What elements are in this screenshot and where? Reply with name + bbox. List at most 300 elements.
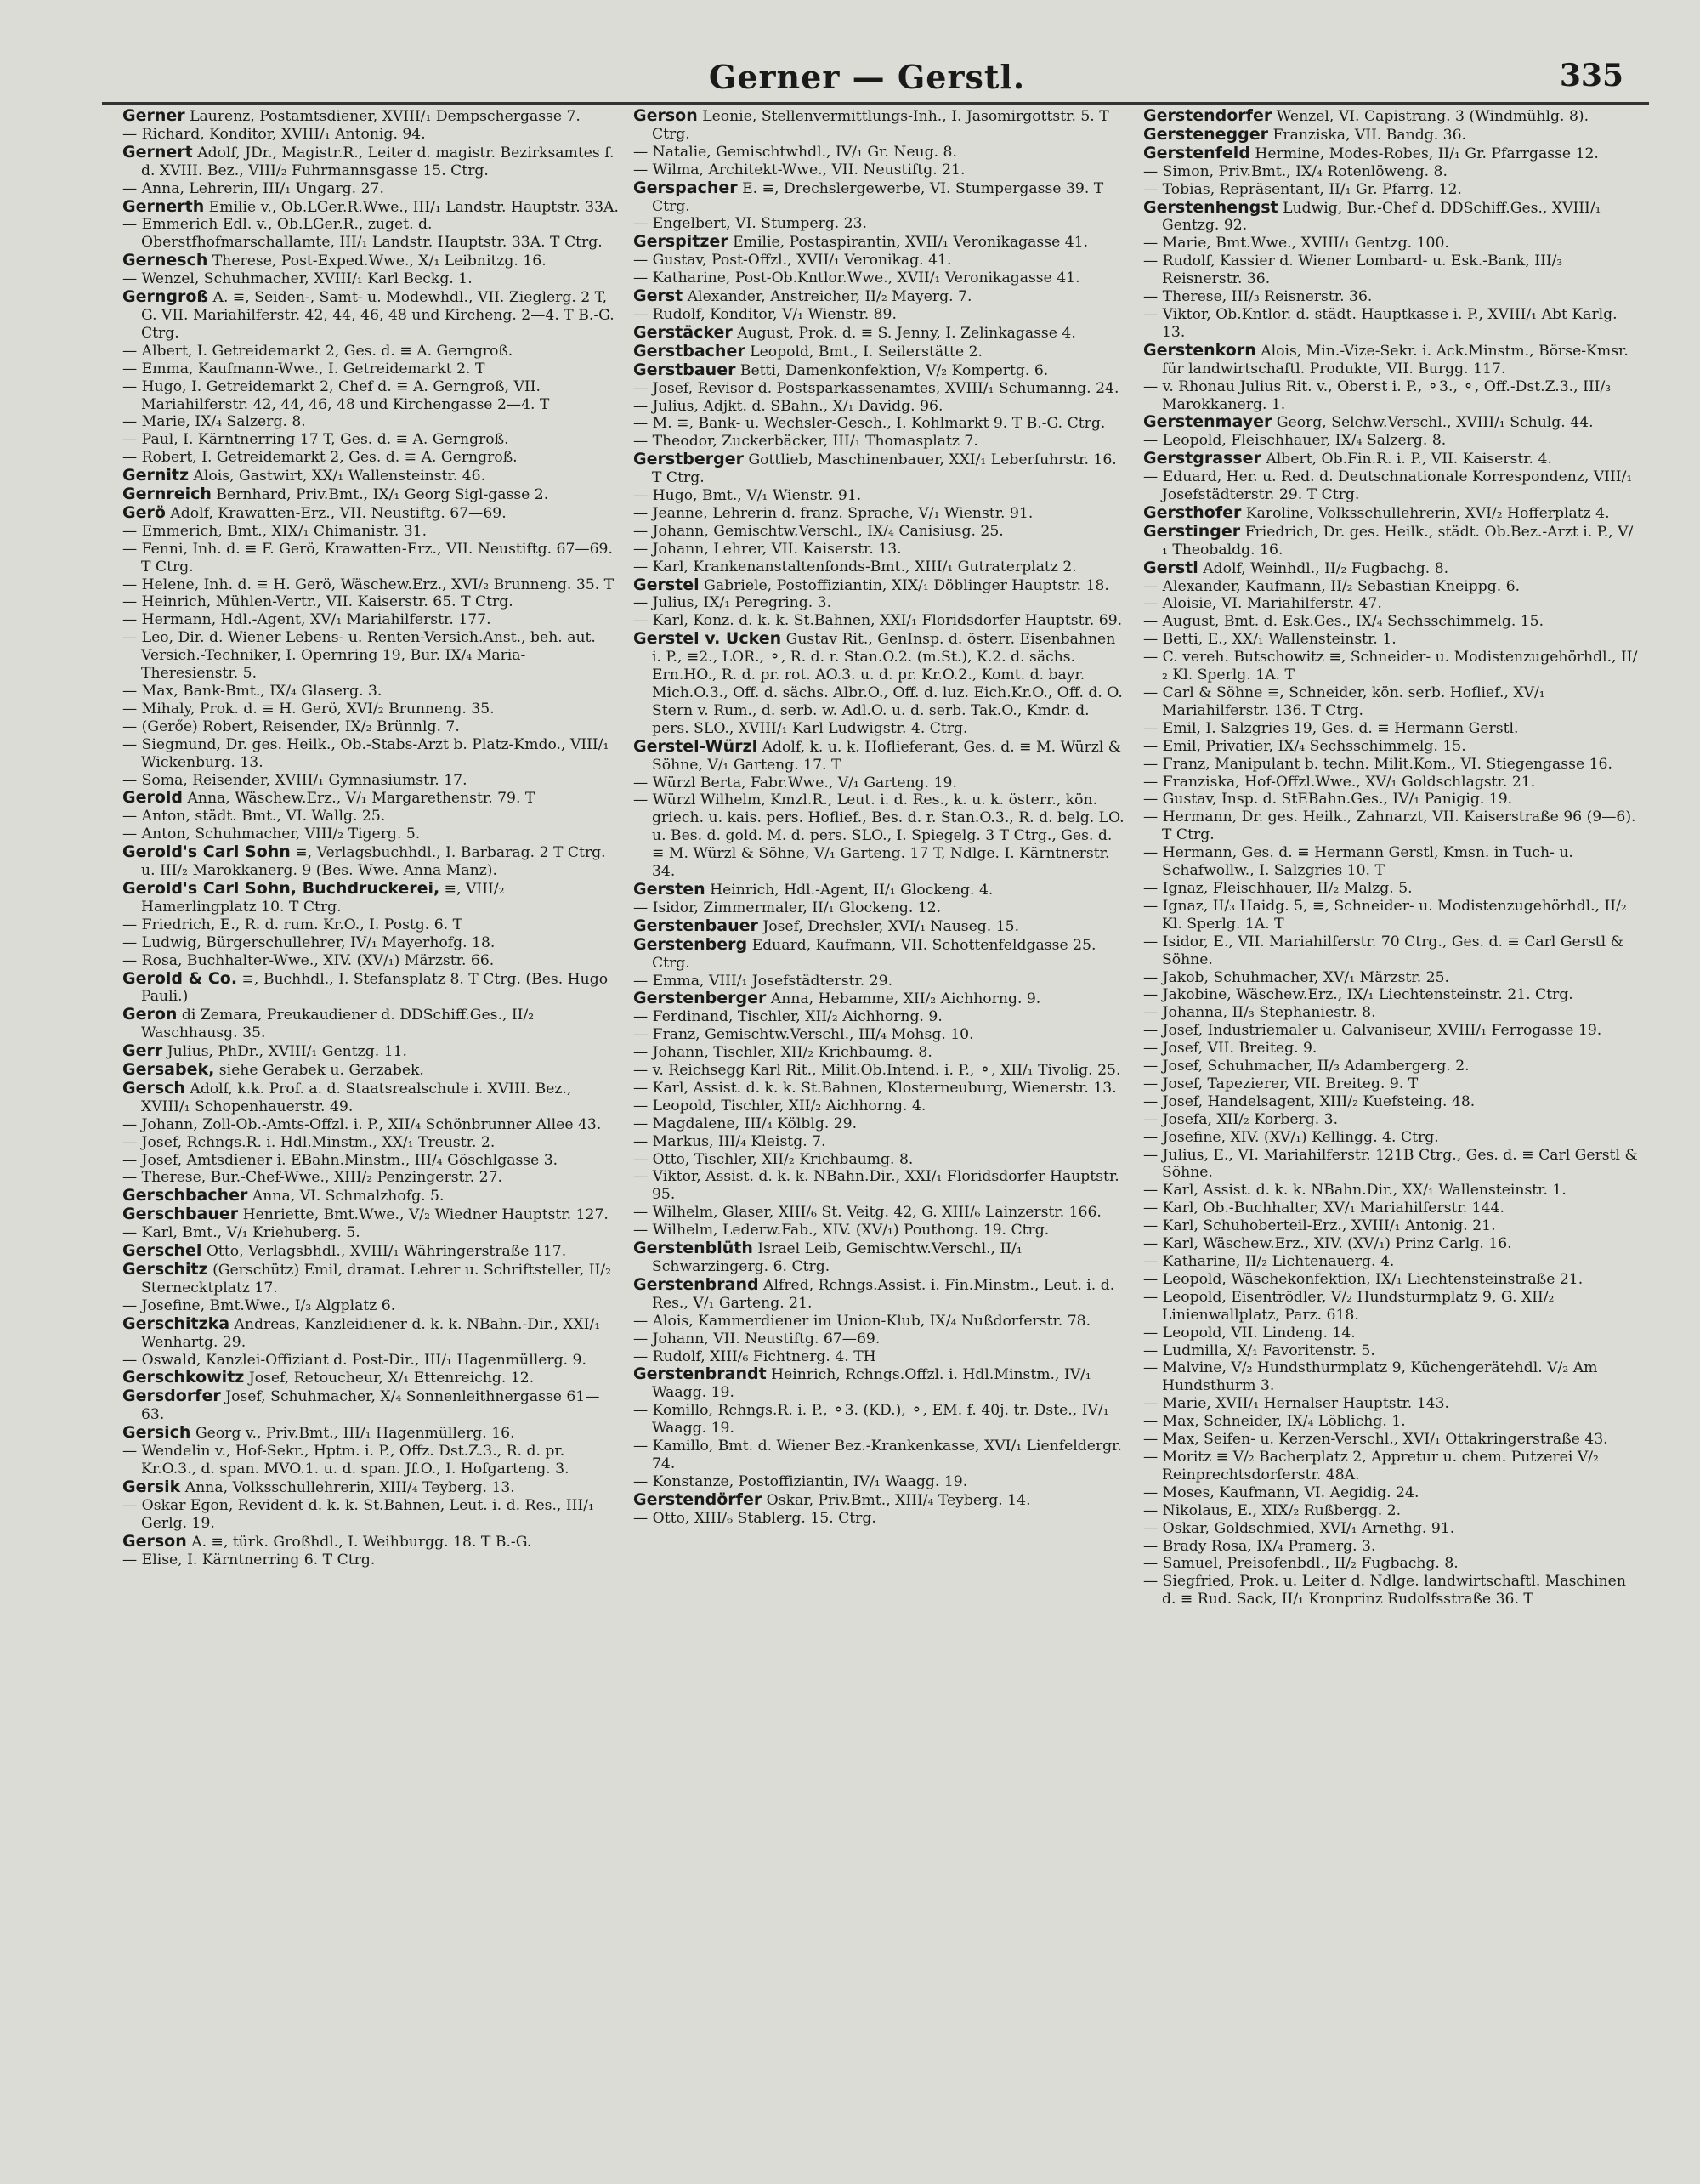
directory-entry <box>633 433 1129 451</box>
entry-details: — Heinrich, Mühlen-Vertr., VII. Kaiserstr. 65. T Ctrg. <box>122 593 513 611</box>
entry-details: — Ludwig, Bürgerschullehrer, IV/₁ Mayerhofg. 18. <box>122 933 496 951</box>
directory-entry <box>1143 145 1639 163</box>
entry-details: — Robert, I. Getreidemarkt 2, Ges. d. ≡ A. Gerngroß. <box>122 449 518 467</box>
directory-entry <box>1143 413 1639 432</box>
entry-details: Julius, PhDr., XVIII/₁ Gentzg. 11. <box>167 1043 407 1061</box>
directory-entry <box>1143 684 1639 720</box>
entry-surname: Gerr <box>122 1041 163 1061</box>
entry-surname: Gerschbauer <box>122 1205 239 1224</box>
entry-details: — Anton, Schuhmacher, VIII/₂ Tigerg. 5. <box>122 825 421 843</box>
entry-details: — Julius, Adjkt. d. SBahn., X/₁ Davidg. 96. <box>633 397 944 415</box>
entry-surname: Gerö <box>122 502 166 522</box>
entry-details: — Theodor, Zuckerbäcker, III/₁ Thomasplatz 7. <box>633 433 978 451</box>
entry-details: Heinrich, Hdl.-Agent, II/₁ Glockeng. 4. <box>710 881 994 899</box>
entry-details: — Karl, Wäschew.Erz., XIV. (XV/₁) Prinz Carlg. 16. <box>1143 1235 1512 1253</box>
directory-entry <box>1143 306 1639 342</box>
entry-details: — Johann, Lehrer, VII. Kaiserstr. 13. <box>633 540 902 558</box>
entry-details: — Karl, Ob.-Buchhalter, XV/₁ Mariahilferstr. 144. <box>1143 1200 1504 1217</box>
entry-details: — Leopold, Tischler, XII/₂ Aichhorng. 4. <box>633 1097 926 1115</box>
entry-details: Josef, Schuhmacher, X/₄ Sonnenleithnergasse 61—63. <box>141 1388 600 1424</box>
entry-details: — Leopold, Eisentrödler, V/₂ Hundsturmplatz 9, G. XII/₂ Linienwallplatz, Parz. 618. <box>1143 1288 1555 1324</box>
entry-surname: Gerstenbauer <box>633 916 758 935</box>
directory-entry <box>1143 252 1639 288</box>
directory-entry <box>122 431 619 449</box>
entry-surname: Gerstenblüth <box>633 1239 753 1258</box>
entry-details: — Johanna, II/₃ Stephaniestr. 8. <box>1143 1004 1376 1022</box>
entry-details: Leonie, Stellenvermittlungs-Inh., I. Jasomirgottstr. 5. T Ctrg. <box>652 108 1109 143</box>
entry-surname: Gerner <box>122 107 185 125</box>
entry-details: (Gerschütz) Emil, dramat. Lehrer u. Schriftsteller, II/₂ Sternecktplatz 17. <box>141 1262 611 1296</box>
entry-details: — Josef, Amtsdiener i. EBahn.Minstm., III/₄ Göschlgasse 3. <box>122 1151 558 1169</box>
directory-entry <box>1143 1573 1639 1608</box>
directory-entry <box>1143 235 1639 252</box>
entry-details: — Isidor, Zimmermaler, II/₁ Glockeng. 12. <box>633 899 942 916</box>
directory-entry <box>122 198 619 217</box>
directory-entry <box>122 789 619 808</box>
entry-details: — Josef, Schuhmacher, II/₃ Adambergerg. 2. <box>1143 1058 1470 1075</box>
entry-details: Franziska, VII. Bandg. 36. <box>1272 126 1467 144</box>
directory-entry <box>633 1239 1129 1276</box>
entry-details: — Emma, Kaufmann-Wwe., I. Getreidemarkt 2. T <box>122 360 485 377</box>
directory-entry <box>633 252 1129 269</box>
directory-entry <box>122 1134 619 1152</box>
directory-entry <box>633 287 1129 306</box>
entry-details: — Fenni, Inh. d. ≡ F. Gerö, Krawatten-Erz., VII. Neustiftg. 67—69. T Ctrg. <box>122 540 613 576</box>
entry-details: — Emil, I. Salzgries 19, Ges. d. ≡ Hermann Gerstl. <box>1143 719 1519 737</box>
entry-details: — Nikolaus, E., XIX/₂ Rußbergg. 2. <box>1143 1501 1402 1519</box>
directory-entry <box>122 270 619 288</box>
directory-entry <box>122 916 619 934</box>
directory-entry <box>122 629 619 683</box>
directory-entry <box>1143 1093 1639 1111</box>
entry-surname: Gerschitzka <box>122 1313 230 1333</box>
directory-entry <box>122 576 619 594</box>
entry-details: — Gustav, Post-Offzl., XVII/₁ Veronikag. 41. <box>633 252 952 269</box>
entry-details: — Albert, I. Getreidemarkt 2, Ges. d. ≡ A. Gerngroß. <box>122 342 513 360</box>
entry-details: — Josef, VII. Breiteg. 9. <box>1143 1040 1318 1058</box>
directory-entry <box>633 1510 1129 1528</box>
directory-entry <box>633 917 1129 936</box>
entry-details: — Johann, VII. Neustiftg. 67—69. <box>633 1330 881 1347</box>
entry-details: Josef, Drechsler, XVI/₁ Nauseg. 15. <box>762 917 1020 935</box>
directory-entry <box>1143 1325 1639 1342</box>
directory-entry <box>633 738 1129 774</box>
entry-details: — Oswald, Kanzlei-Offiziant d. Post-Dir., III/₁ Hagenmüllerg. 9. <box>122 1351 586 1369</box>
page-number: 335 <box>1559 58 1624 94</box>
directory-entry <box>633 1365 1129 1402</box>
entry-details: Anna, Volksschullehrerin, XIII/₄ Teyberg. 13. <box>184 1478 515 1496</box>
directory-entry <box>122 593 619 611</box>
entry-surname: Gersthofer <box>1143 502 1242 522</box>
entry-details: — Viktor, Assist. d. k. k. NBahn.Dir., XXI/₁ Floridsdorfer Hauptstr. 95. <box>633 1168 1119 1204</box>
entry-surname: Gerstbauer <box>633 360 736 379</box>
entry-details: A. ≡, türk. Großhdl., I. Weihburgg. 18. T B.-G. <box>191 1533 532 1551</box>
entry-details: — Max, Seifen- u. Kerzen-Verschl., XVI/₁ Ottakringerstraße 43. <box>1143 1431 1608 1449</box>
entry-surname: Gerstenhengst <box>1143 197 1278 217</box>
directory-entry <box>633 144 1129 162</box>
entry-surname: Gersch <box>122 1078 185 1098</box>
entry-details: — Magdalene, III/₄ Kölblg. 29. <box>633 1115 858 1132</box>
directory-entry <box>1143 1431 1639 1449</box>
page-header <box>94 58 1640 99</box>
entry-surname: Gerschkowitz <box>122 1368 245 1387</box>
page-title: Gerner — Gerstl. <box>708 58 1026 96</box>
entry-details: — Rosa, Buchhalter-Wwe., XIV. (XV/₁) Märzstr. 66. <box>122 951 495 969</box>
entry-details: di Zemara, Preukaudiener d. DDSchiff.Ges., II/₂ Waschhausg. 35. <box>141 1007 535 1042</box>
entry-details: — Josef, Revisor d. Postsparkassenamtes, XVIII/₁ Schumanng. 24. <box>633 379 1119 397</box>
entry-surname: Gersdorfer <box>122 1387 221 1406</box>
entry-details: A. ≡, Seiden-, Samt- u. Modewhdl., VII. Zieglerg. 2 T, G. VII. Mariahilferstr. 42, 44, 46, 48 und Kircheng. 2—4. T B.-G. Ctrg. <box>141 289 615 342</box>
entry-details: — Rudolf, Kassier d. Wiener Lombard- u. Esk.-Bank, III/₃ Reisnerstr. 36. <box>1143 252 1563 288</box>
entry-surname: Gersik <box>122 1477 181 1496</box>
directory-entry <box>1143 432 1639 450</box>
directory-entry <box>1143 1520 1639 1538</box>
directory-entry <box>633 233 1129 252</box>
entry-surname: Gerstl <box>1143 558 1198 577</box>
entry-details: — Ferdinand, Tischler, XII/₂ Aichhorng. 9. <box>633 1008 943 1026</box>
directory-entry <box>1143 1200 1639 1217</box>
entry-surname: Gersich <box>122 1423 191 1443</box>
entry-details: — Josef, Handelsagent, XIII/₂ Kuefsteing. 48. <box>1143 1092 1476 1110</box>
directory-entry <box>122 825 619 843</box>
entry-surname: Gernitz <box>122 466 190 485</box>
entry-details: — Natalie, Gemischtwhdl., IV/₁ Gr. Neug. 8. <box>633 143 957 161</box>
directory-entry <box>1143 933 1639 969</box>
directory-entry <box>1143 969 1639 987</box>
entry-details: — Moses, Kaufmann, VI. Aegidig. 24. <box>1143 1483 1420 1501</box>
directory-entry <box>1143 559 1639 578</box>
directory-entry <box>122 736 619 772</box>
entry-details: — Elise, I. Kärntnerring 6. T Ctrg. <box>122 1551 376 1569</box>
entry-details: — Therese, III/₃ Reisnerstr. 36. <box>1143 288 1373 306</box>
directory-entry <box>1143 1449 1639 1484</box>
directory-entry <box>122 180 619 198</box>
entry-details: — Max, Bank-Bmt., IX/₄ Glaserg. 3. <box>122 683 382 700</box>
directory-entry <box>122 1169 619 1187</box>
entry-details: — Franziska, Hof-Offzl.Wwe., XV/₁ Goldschlagstr. 21. <box>1143 773 1536 791</box>
directory-entry <box>122 1443 619 1478</box>
entry-surname: Gerspitzer <box>633 232 728 252</box>
directory-entry <box>1143 738 1639 756</box>
entry-details: — Rudolf, XIII/₆ Fichtnerg. 4. TH <box>633 1347 876 1365</box>
directory-entry <box>122 1061 619 1080</box>
entry-surname: Gerstbacher <box>633 341 745 360</box>
column-2 <box>626 107 1136 2164</box>
column-1 <box>116 107 626 2164</box>
entry-details: — Jakobine, Wäschew.Erz., IX/₁ Liechtensteinstr. 21. Ctrg. <box>1143 986 1573 1004</box>
entry-details: — Julius, IX/₁ Peregring. 3. <box>633 594 832 612</box>
directory-entry <box>122 1497 619 1533</box>
directory-entry <box>633 487 1129 505</box>
entry-details: Leopold, Bmt., I. Seilerstätte 2. <box>750 343 983 360</box>
entry-details: E. ≡, Drechslergewerbe, VI. Stumpergasse 39. T Ctrg. <box>652 179 1104 215</box>
directory-entry <box>633 1276 1129 1313</box>
entry-details: — Wilhelm, Lederw.Fab., XIV. (XV/₁) Pouthong. 19. Ctrg. <box>633 1222 1050 1239</box>
directory-entry <box>1143 791 1639 808</box>
directory-entry <box>633 215 1129 233</box>
directory-entry <box>122 1551 619 1569</box>
entry-details: — Ludmilla, X/₁ Favoritenstr. 5. <box>1143 1342 1375 1359</box>
entry-details: — Jeanne, Lehrerin d. franz. Sprache, V/₁ Wienstr. 91. <box>633 504 1034 522</box>
directory-entry <box>633 612 1129 630</box>
directory-entry <box>633 1026 1129 1044</box>
directory-entry <box>633 630 1129 737</box>
directory-entry <box>122 934 619 952</box>
directory-entry <box>1143 1359 1639 1395</box>
entry-details: — Josefine, Bmt.Wwe., I/₃ Algplatz 6. <box>122 1296 396 1314</box>
directory-entry <box>1143 1555 1639 1573</box>
entry-details: — Karl, Assist. d. k. k. NBahn.Dir., XX/₁ Wallensteinstr. 1. <box>1143 1182 1567 1200</box>
entry-details: — Soma, Reisender, XVIII/₁ Gymnasiumstr. 17. <box>122 771 468 789</box>
directory-entry <box>1143 774 1639 791</box>
entry-details: Georg v., Priv.Bmt., III/₁ Hagenmüllerg. 16. <box>195 1425 515 1443</box>
entry-details: — Alexander, Kaufmann, II/₂ Sebastian Kneippg. 6. <box>1143 577 1521 595</box>
entry-details: — M. ≡, Bank- u. Wechsler-Gesch., I. Kohlmarkt 9. T B.-G. Ctrg. <box>633 415 1106 433</box>
directory-entry <box>633 1115 1129 1133</box>
entry-surname: Gerold & Co. <box>122 968 238 988</box>
directory-entry <box>633 1473 1129 1491</box>
directory-entry <box>633 162 1129 179</box>
entry-details: — Emmerich Edl. v., Ob.LGer.R., zuget. d. Oberstfhofmarschallamte, III/₁ Landstr. Hauptstr. 33A. T Ctrg. <box>122 216 603 252</box>
entry-details: Heinrich, Rchngs.Offzl. i. Hdl.Minstm., IV/₁ Waagg. 19. <box>652 1366 1091 1402</box>
directory-entry <box>1143 1147 1639 1183</box>
directory-entry <box>122 1478 619 1497</box>
directory-entry <box>1143 986 1639 1004</box>
directory-entry <box>1143 1111 1639 1129</box>
entry-details: — Leopold, VII. Lindeng. 14. <box>1143 1324 1356 1342</box>
directory-entry <box>122 1042 619 1061</box>
entry-details: — Karl, Schuhoberteil-Erz., XVIII/₁ Antonig. 21. <box>1143 1217 1496 1235</box>
entry-details: — Hermann, Hdl.-Agent, XV/₁ Mariahilferstr. 177. <box>122 611 491 629</box>
entry-details: — Siegfried, Prok. u. Leiter d. Ndlge. landwirtschaftl. Maschinen d. ≡ Rud. Sack, II/₁ Kronprinz Rudolfsstraße 36. T <box>1143 1573 1626 1608</box>
entry-details: Anna, VI. Schmalzhofg. 5. <box>252 1188 445 1205</box>
directory-entry <box>1143 1022 1639 1040</box>
entry-details: Hermine, Modes-Robes, II/₁ Gr. Pfarrgasse 12. <box>1255 145 1599 162</box>
directory-entry <box>122 288 619 343</box>
directory-entry <box>633 1330 1129 1348</box>
directory-entry <box>122 1261 619 1297</box>
directory-entry <box>633 1204 1129 1222</box>
entry-details: — Hermann, Dr. ges. Heilk., Zahnarzt, VII. Kaiserstraße 96 (9—6). T Ctrg. <box>1143 808 1636 844</box>
entry-details: — Julius, E., VI. Mariahilferstr. 121B Ctrg., Ges. d. ≡ Carl Gerstl & Söhne. <box>1143 1146 1638 1182</box>
entry-surname: Gerson <box>633 107 698 125</box>
directory-entry <box>1143 523 1639 559</box>
entry-surname: Gerstel <box>633 575 700 594</box>
entry-details: ≡, Verlagsbuchhdl., I. Barbarag. 2 T Ctrg. u. III/₂ Marokkanerg. 9 (Bes. Wwe. Anna Manz). <box>141 844 606 880</box>
directory-entry <box>1143 450 1639 468</box>
entry-surname: Gerstenbrand <box>633 1274 759 1294</box>
entry-details: August, Prok. d. ≡ S. Jenny, I. Zelinkagasse 4. <box>737 324 1076 342</box>
directory-entry <box>122 1242 619 1261</box>
entry-details: — Karl, Konz. d. k. k. St.Bahnen, XXI/₁ Floridsdorfer Hauptstr. 69. <box>633 612 1123 630</box>
entry-details: — Carl & Söhne ≡, Schneider, kön. serb. Hoflief., XV/₁ Mariahilferstr. 136. T Ctrg. <box>1143 684 1545 719</box>
column-3 <box>1136 107 1646 2164</box>
directory-entry <box>122 216 619 252</box>
directory-entry <box>633 343 1129 361</box>
directory-entry <box>122 378 619 414</box>
entry-details: — v. Reichsegg Karl Rit., Milit.Ob.Intend. i. P., ⚬, XII/₁ Tivolig. 25. <box>633 1062 1121 1080</box>
directory-entry <box>1143 181 1639 199</box>
entry-details: — Ignaz, II/₃ Haidg. 5, ≡, Schneider- u. Modistenzugehörhdl., II/₂ Kl. Sperlg. 1A. T <box>1143 897 1627 933</box>
header-rule <box>102 102 1649 105</box>
directory-entry <box>1143 1538 1639 1556</box>
entry-surname: Gerstberger <box>633 450 744 469</box>
entry-details: Israel Leib, Gemischtw.Verschl., II/₁ Schwarzingerg. 6. Ctrg. <box>652 1240 1023 1275</box>
entry-details: — Wilma, Architekt-Wwe., VII. Neustiftg. 21. <box>633 161 966 179</box>
directory-entry <box>633 1098 1129 1115</box>
directory-entry <box>1143 1253 1639 1271</box>
directory-entry <box>1143 613 1639 631</box>
entry-surname: Gerschitz <box>122 1260 208 1279</box>
entry-details: — C. vereh. Butschowitz ≡, Schneider- u. Modistenzugehörhdl., II/₂ Kl. Sperlg. 1A. T <box>1143 649 1638 684</box>
directory-entry <box>122 252 619 270</box>
directory-entry <box>1143 898 1639 933</box>
directory-entry <box>1143 199 1639 235</box>
entry-details: — Viktor, Ob.Kntlor. d. städt. Hauptkasse i. P., XVIII/₁ Abt Karlg. 13. <box>1143 305 1618 341</box>
entry-details: — Johann, Gemischtw.Verschl., IX/₄ Canisiusg. 25. <box>633 522 1004 540</box>
directory-entry <box>1143 880 1639 898</box>
entry-details: — Komillo, Rchngs.R. i. P., ⚬3. (KD.), ⚬, EM. f. 40j. tr. Dste., IV/₁ Waagg. 19. <box>633 1402 1109 1438</box>
entry-details: Emilie v., Ob.LGer.R.Wwe., III/₁ Landstr. Hauptstr. 33A. <box>208 198 619 216</box>
directory-entry <box>1143 1502 1639 1520</box>
directory-entry <box>1143 1342 1639 1360</box>
entry-details: Gustav Rit., GenInsp. d. österr. Eisenbahnen i. P., ≡2., LOR., ⚬, R. d. r. Stan.O.2. (m.St.), K.2. d. sächs. Ern.HO., R. d. pr. rot. AO.3. u. d. pr. Kr.O.2., Komt. d. bayr. Mich.O.3., Off. d. sächs. Albr.O., Off. d. luz. Eich.Kr.O., Off. d. O. Stern v. Rum., d. serb. w. Adl.O. u. d. serb. Tak.O., Kmdr. d. pers. SLO., XVIII/₁ Karl Ludwigstr. 4. Ctrg. <box>652 631 1123 737</box>
entry-surname: Gersabek, <box>122 1060 215 1080</box>
directory-entry <box>122 107 619 126</box>
entry-details: — Richard, Konditor, XVIII/₁ Antonig. 94. <box>122 125 426 143</box>
entry-surname: Gerstenberger <box>633 989 767 1008</box>
entry-details: — Malvine, V/₂ Hundsthurmplatz 9, Küchengerätehdl. V/₂ Am Hundsthurm 3. <box>1143 1359 1598 1395</box>
directory-entry <box>1143 342 1639 378</box>
directory-entry <box>633 1348 1129 1366</box>
entry-details: — Otto, XIII/₆ Stablerg. 15. Ctrg. <box>633 1509 876 1527</box>
entry-details: — Eduard, Her. u. Red. d. Deutschnationale Korrespondenz, VIII/₁ Josefstädterstr. 29. T Ctrg. <box>1143 468 1633 504</box>
entry-details: — Brady Rosa, IX/₄ Pramerg. 3. <box>1143 1537 1376 1555</box>
directory-entry <box>122 611 619 629</box>
columns <box>116 107 1646 2164</box>
entry-details: — Franz, Manipulant b. techn. Milit.Kom., VI. Stiegengasse 16. <box>1143 755 1612 773</box>
directory-entry <box>633 523 1129 541</box>
entry-surname: Gerstenkorn <box>1143 340 1256 360</box>
directory-entry <box>122 1387 619 1424</box>
entry-details: Adolf, Weinhdl., II/₂ Fugbachg. 8. <box>1203 559 1449 577</box>
entry-details: — Oskar Egon, Revident d. k. k. St.Bahnen, Leut. i. d. Res., III/₁ Gerlg. 19. <box>122 1496 594 1532</box>
directory-entry <box>633 361 1129 380</box>
directory-entry <box>1143 631 1639 649</box>
directory-entry <box>122 1080 619 1116</box>
entry-surname: Gerstenegger <box>1143 124 1268 144</box>
directory-entry <box>122 1315 619 1352</box>
directory-entry <box>633 269 1129 287</box>
entry-surname: Gerold <box>122 788 184 808</box>
directory-entry <box>633 541 1129 559</box>
entry-details: Josef, Retoucheur, X/₁ Ettenreichg. 12. <box>248 1370 535 1387</box>
entry-details: — Emil, Privatier, IX/₄ Sechsschimmelg. 15. <box>1143 737 1466 755</box>
entry-details: — Helene, Inh. d. ≡ H. Gerö, Wäschew.Erz., XVI/₂ Brunneng. 35. T <box>122 576 615 593</box>
entry-surname: Gerschbacher <box>122 1186 248 1205</box>
directory-entry <box>122 1224 619 1242</box>
entry-surname: Gernesch <box>122 251 208 270</box>
entry-details: Eduard, Kaufmann, VII. Schottenfeldgasse 25. Ctrg. <box>652 936 1096 972</box>
directory-entry <box>1143 1271 1639 1289</box>
entry-details: ≡, VIII/₂ Hamerlingplatz 10. T Ctrg. <box>141 880 505 916</box>
directory-entry <box>122 1205 619 1224</box>
directory-entry <box>122 1369 619 1387</box>
entry-details: Henriette, Bmt.Wwe., V/₂ Wiedner Hauptstr. 127. <box>242 1206 609 1224</box>
entry-details: — Kamillo, Bmt. d. Wiener Bez.-Krankenkasse, XVI/₁ Lienfeldergr. 74. <box>633 1438 1122 1472</box>
entry-details: — Johann, Zoll-Ob.-Amts-Offzl. i. P., XII/₄ Schönbrunner Allee 43. <box>122 1115 602 1133</box>
entry-details: — Karl, Bmt., V/₁ Kriehuberg. 5. <box>122 1224 360 1242</box>
directory-entry <box>122 952 619 970</box>
entry-details: siehe Gerabek u. Gerzabek. <box>218 1062 424 1080</box>
directory-entry <box>122 449 619 467</box>
entry-details: Albert, Ob.Fin.R. i. P., VII. Kaiserstr. 4. <box>1266 451 1552 468</box>
directory-entry <box>122 1533 619 1551</box>
entry-details: — Friedrich, E., R. d. rum. Kr.O., I. Postg. 6. T <box>122 916 463 933</box>
entry-details: — Hugo, I. Getreidemarkt 2, Chef d. ≡ A. Gerngroß, VII. Mariahilferstr. 42, 44, 46, 48 und Kirchengasse 2—4. T <box>122 377 550 413</box>
entry-surname: Geron <box>122 1005 178 1024</box>
directory-entry <box>633 594 1129 612</box>
directory-entry <box>633 1151 1129 1169</box>
entry-surname: Gerstendörfer <box>633 1489 762 1509</box>
entry-details: Alois, Gastwirt, XX/₁ Wallensteinstr. 46. <box>193 468 486 485</box>
directory-entry <box>633 899 1129 917</box>
entry-details: — Paul, I. Kärntnerring 17 T, Ges. d. ≡ A. Gerngroß. <box>122 431 509 449</box>
entry-surname: Gerstel v. Ucken <box>633 629 782 649</box>
entry-details: — Emmerich, Bmt., XIX/₁ Chimanistr. 31. <box>122 522 428 540</box>
entry-surname: Gerstendorfer <box>1143 107 1272 125</box>
directory-entry <box>122 413 619 431</box>
directory-entry <box>633 774 1129 792</box>
entry-details: — Josefa, XII/₂ Korberg. 3. <box>1143 1110 1339 1128</box>
entry-details: — Marie, Bmt.Wwe., XVIII/₁ Gentzg. 100. <box>1143 235 1449 252</box>
entry-details: Otto, Verlagsbhdl., XVIII/₁ Währingerstraße 117. <box>206 1243 567 1261</box>
directory-entry <box>1143 1289 1639 1325</box>
directory-entry <box>1143 163 1639 181</box>
directory-entry <box>122 718 619 736</box>
directory-entry <box>633 1168 1129 1204</box>
entry-details: — Siegmund, Dr. ges. Heilk., Ob.-Stabs-Arzt b. Platz-Kmdo., VIII/₁ Wickenburg. 13. <box>122 735 609 771</box>
entry-details: Wenzel, VI. Capistrang. 3 (Windmühlg. 8). <box>1276 108 1590 125</box>
directory-entry <box>122 1297 619 1315</box>
entry-details: — Wenzel, Schuhmacher, XVIII/₁ Karl Beckg. 1. <box>122 270 473 288</box>
entry-details: — Mihaly, Prok. d. ≡ H. Gerö, XVI/₂ Brunneng. 35. <box>122 700 495 718</box>
entry-details: Alois, Min.-Vize-Sekr. i. Ack.Minstm., Börse-Kmsr. für landwirtschaftl. Produkte, VII. Burgg. 117. <box>1162 342 1629 377</box>
directory-entry <box>122 970 619 1007</box>
directory-entry <box>1143 504 1639 523</box>
entry-details: — (Gerőe) Robert, Reisender, IX/₂ Brünnlg. 7. <box>122 718 460 735</box>
entry-details: Gottlieb, Maschinenbauer, XXI/₁ Leberfuhrstr. 16. T Ctrg. <box>652 451 1117 487</box>
directory-entry <box>633 881 1129 899</box>
entry-surname: Gerson <box>122 1531 187 1551</box>
directory-entry <box>633 451 1129 487</box>
directory-entry <box>633 306 1129 324</box>
directory-entry <box>633 179 1129 216</box>
directory-entry <box>633 1402 1129 1438</box>
directory-entry <box>633 559 1129 576</box>
entry-details: — Therese, Bur.-Chef-Wwe., XIII/₂ Penzingerstr. 27. <box>122 1169 503 1187</box>
entry-details: — Franz, Gemischtw.Verschl., III/₄ Mohsg. 10. <box>633 1026 974 1044</box>
entry-details: — Leopold, Fleischhauer, IX/₄ Salzerg. 8. <box>1143 432 1447 450</box>
directory-entry <box>122 144 619 180</box>
entry-details: — Tobias, Repräsentant, II/₁ Gr. Pfarrg. 12. <box>1143 180 1462 198</box>
entry-surname: Gerst <box>633 286 683 306</box>
entry-details: — Rudolf, Konditor, V/₁ Wienstr. 89. <box>633 305 897 323</box>
directory-entry <box>122 126 619 144</box>
entry-details: — Karl, Krankenanstaltenfonds-Bmt., XIII/₁ Gutraterplatz 2. <box>633 558 1077 576</box>
entry-details: Karoline, Volksschullehrerin, XVI/₂ Hofferplatz 4. <box>1245 504 1610 522</box>
entry-details: — Marie, IX/₄ Salzerg. 8. <box>122 413 306 431</box>
